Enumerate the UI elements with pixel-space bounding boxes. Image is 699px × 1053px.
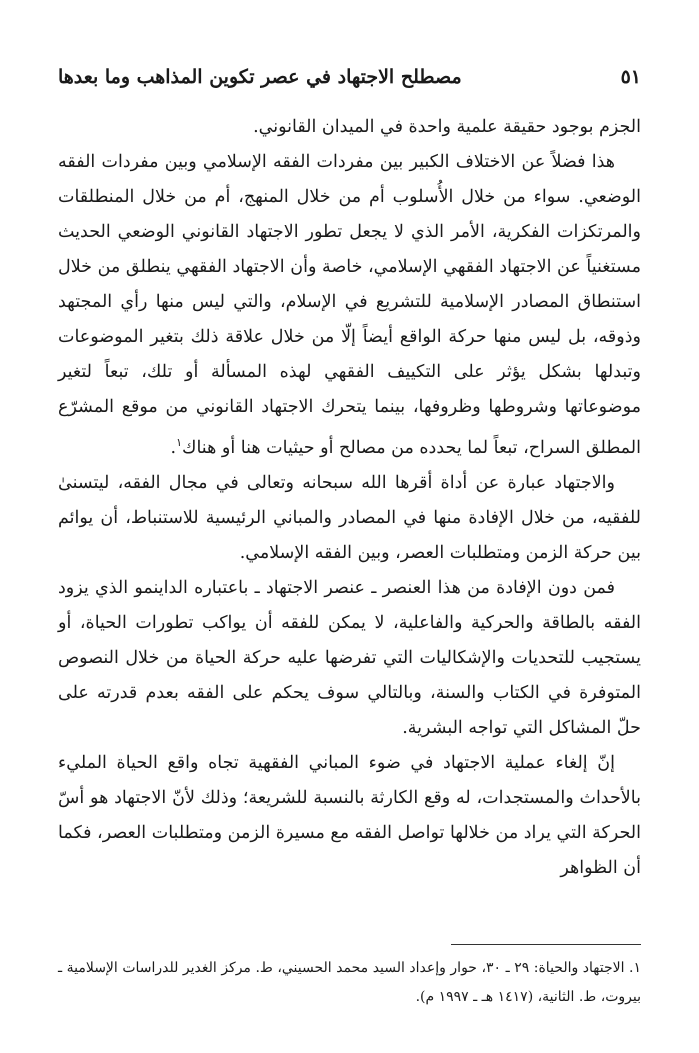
paragraph-2-text: هذا فضلاً عن الاختلاف الكبير بين مفردات الفقه الإسلامي وبين مفردات الفقه الوضعي. سواء من خلال الأُسلوب أم من خلال المنهج، أم من خلال المنطلقات والمرتكزات الفكرية، الأمر الذي لا يجعل تطور الاجتهاد القانوني الوضعي الحديث مستغنياً عن الاجتهاد الفقهي الإسلامي، خاصة وأن الاجتهاد الفقهي ينطلق من خلال استنطاق المصادر الإسلامية للتشريع في الإسلام، والتي ليس منها رأي المجتهد وذوقه، بل ليس منها حركة الواقع أيضاً إلّا من خلال علاقة ذلك بتغير الموضوعات وتبدلها بشكل يؤثر على التكييف الفقهي لهذه المسألة أو تلك، تبعاً لتغير موضوعاتها وشروطها وظروفها، بينما يتحرك الاجتهاد القانوني من موقع المشرّع المطلق السراح، تبعاً لما يحدده من مصالح أو حيثيات هنا أو هناك (58, 152, 641, 458)
paragraph-1: الجزم بوجود حقيقة علمية واحدة في الميدان القانوني. (253, 117, 641, 137)
running-header (58, 62, 641, 92)
page-number: ٥١ (620, 66, 641, 88)
footnote-marker: ١ (176, 436, 183, 449)
footnote-divider (451, 944, 641, 945)
paragraph-4: فمن دون الإفادة من هذا العنصر ـ عنصر الاجتهاد ـ باعتباره الداينمو الذي يزود الفقه بالطاقة والحركية والفاعلية، لا يمكن للفقه أن يواكب تطورات الحياة، أو يستجيب للتحديات والإشكاليات التي تفرضها عليه حركة الحياة من خلال النصوص المتوفرة في الكتاب والسنة، وبالتالي سوف يحكم على الفقه بعدم قدرته على حلّ المشاكل التي تواجه البشرية. (58, 577, 641, 738)
footnote-section (58, 954, 641, 1012)
paragraph-5: إنّ إلغاء عملية الاجتهاد في ضوء المباني الفقهية تجاه واقع الحياة المليء بالأحداث والمستجدات، له وقع الكارثة بالنسبة للشريعة؛ وذلك لأنّ الاجتهاد هو أسّ الحركة التي يراد من خلالها تواصل الفقه مع مسيرة الزمن ومتطلبات العصر، فكما أن الظواهر (58, 752, 641, 878)
footnote-1: ١. الاجتهاد والحياة: ٢٩ ـ ٣٠، حوار وإعداد السيد محمد الحسيني، ط. مركز الغدير للدراسات الإسلامية ـ بيروت، ط. الثانية، (١٤١٧ هـ ـ ١٩٩٧ م). (58, 960, 641, 1005)
paragraph-2: هذا فضلاً عن الاختلاف الكبير بين مفردات الفقه الإسلامي وبين مفردات الفقه الوضعي. سواء من خلال الأُسلوب أم من خلال المنهج، أم من خلال المنطلقات والمرتكزات الفكرية، الأمر الذي لا يجعل تطور الاجتهاد القانوني الوضعي الحديث مستغنياً عن الاجتهاد الفقهي الإسلامي، خاصة وأن الاجتهاد الفقهي ينطلق من خلال استنطاق المصادر الإسلامية للتشريع في الإسلام، والتي ليس منها رأي المجتهد وذوقه، بل ليس منها حركة الواقع أيضاً إلّا من خلال علاقة ذلك بتغير الموضوعات وتبدلها بشكل يؤثر على التكييف الفقهي لهذه المسألة أو تلك، تبعاً لتغير موضوعاتها وشروطها وظروفها، بينما يتحرك الاجتهاد القانوني من موقع المشرّع المطلق السراح، تبعاً لما يحدده من مصالح أو حيثيات هنا أو هناك$^١$. (58, 152, 641, 458)
paragraph-3: والاجتهاد عبارة عن أداة أقرها الله سبحانه وتعالى في مجال الفقه، ليتسنىٰ للفقيه، من خلال الإفادة منها في المصادر والمباني الرئيسية للاستنباط، أن يوائم بين حركة الزمن ومتطلبات العصر، وبين الفقه الإسلامي. (58, 472, 641, 563)
running-title: مصطلح الاجتهاد في عصر تكوين المذاهب وما بعدها (58, 66, 462, 88)
body-text (58, 110, 641, 886)
